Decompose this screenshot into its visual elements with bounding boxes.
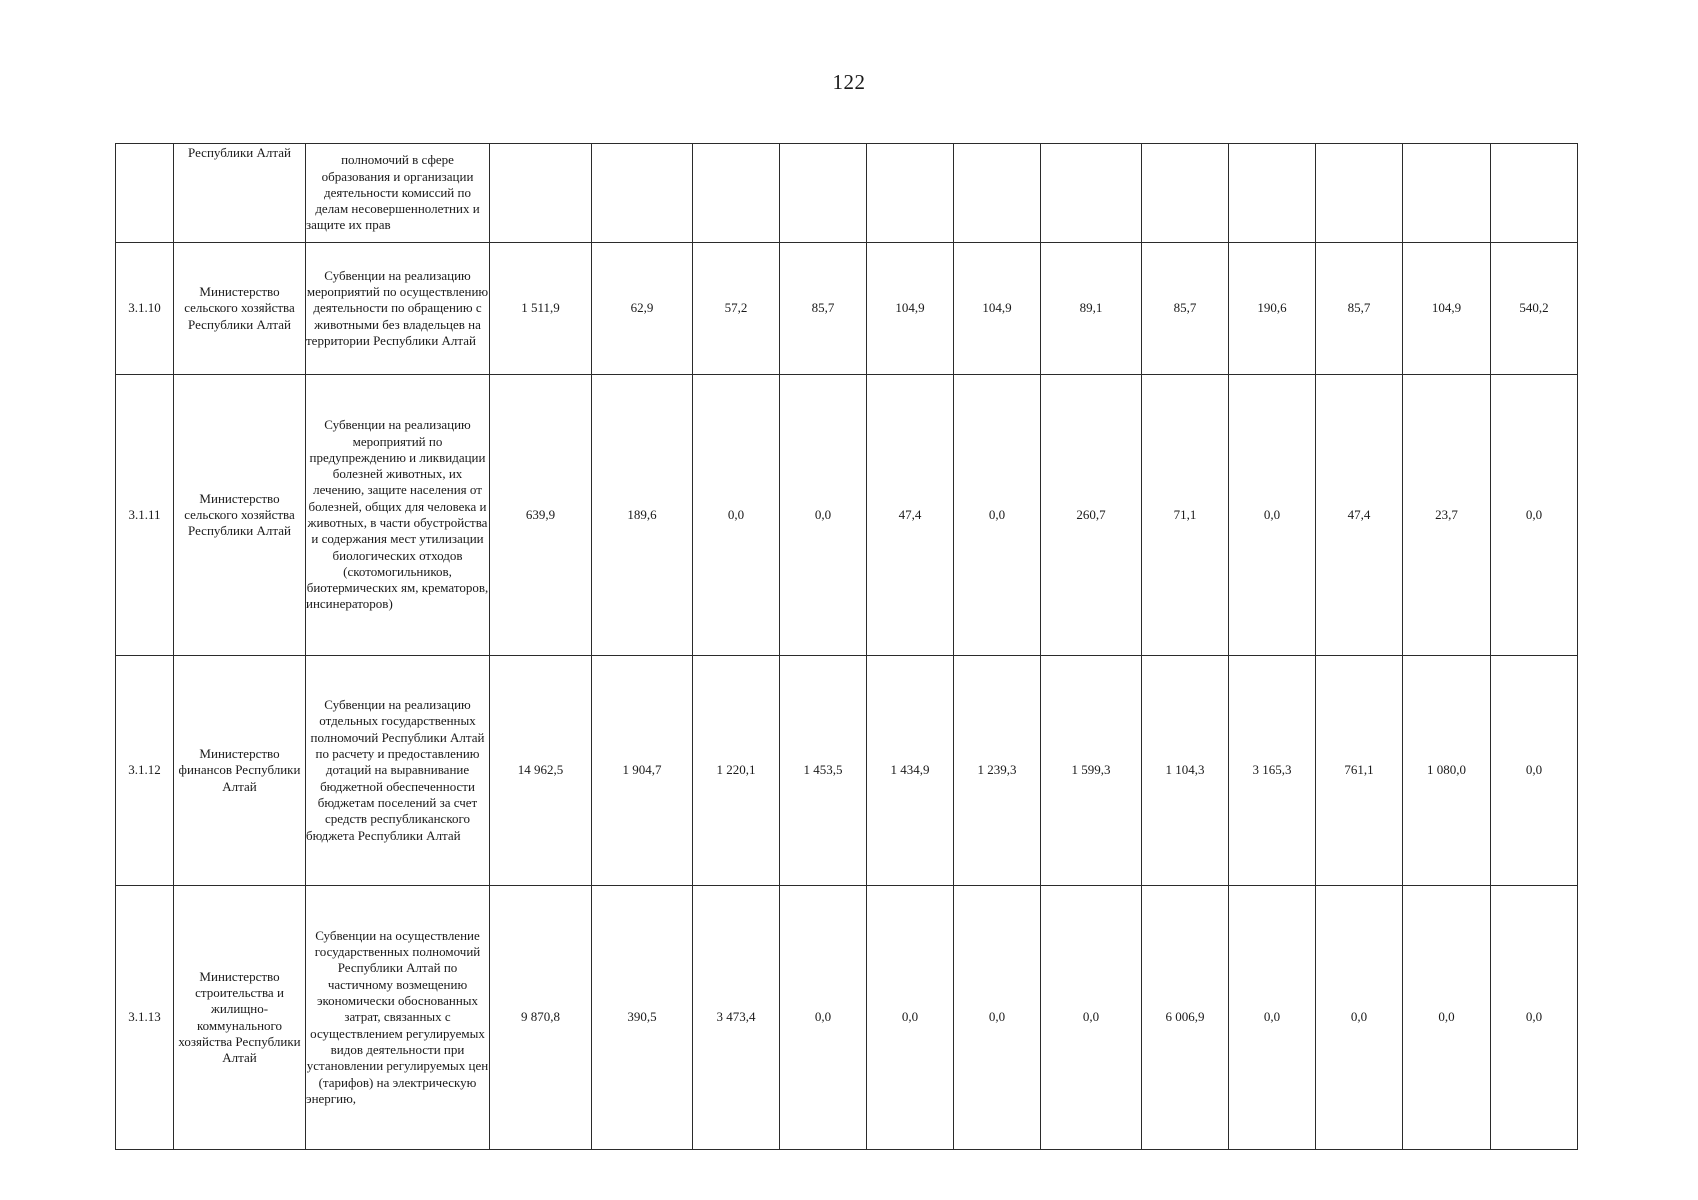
value-cell: 1 220,1: [693, 656, 780, 886]
value-cell: 190,6: [1229, 243, 1316, 375]
value-cell: 1 599,3: [1041, 656, 1142, 886]
organization-cell: Министерство сельского хозяйства Республики Алтай: [174, 243, 306, 375]
organization-cell: Министерство строительства и жилищно-коммунального хозяйства Республики Алтай: [174, 886, 306, 1150]
value-cell: 540,2: [1491, 243, 1578, 375]
value-cell: [780, 144, 867, 243]
organization-cell: Республики Алтай: [174, 144, 306, 243]
value-cell: 1 453,5: [780, 656, 867, 886]
value-cell: [1316, 144, 1403, 243]
value-cell: 23,7: [1403, 375, 1491, 656]
value-cell: 0,0: [867, 886, 954, 1150]
row-code-cell: 3.1.12: [116, 656, 174, 886]
table-row: [116, 144, 1578, 243]
value-cell: 0,0: [780, 375, 867, 656]
description-cell: Субвенции на реализацию мероприятий по предупреждению и ликвидации болезней животных, их лечению, защите населения от болезней, общих для человека и животных, в части обустройства и содержания мест утилизации биологических отходов (скотомогильников, биотермических ям, крематоров, инсинераторов): [306, 375, 490, 656]
value-cell: [1229, 144, 1316, 243]
value-cell: 104,9: [867, 243, 954, 375]
value-cell: 104,9: [1403, 243, 1491, 375]
value-cell: 71,1: [1142, 375, 1229, 656]
value-cell: [954, 144, 1041, 243]
value-cell: 3 473,4: [693, 886, 780, 1150]
value-cell: 14 962,5: [490, 656, 592, 886]
value-cell: 1 511,9: [490, 243, 592, 375]
value-cell: 9 870,8: [490, 886, 592, 1150]
value-cell: [1403, 144, 1491, 243]
description-cell: полномочий в сфере образования и организации деятельности комиссий по делам несовершеннолетних и защите их прав: [306, 144, 490, 243]
value-cell: 189,6: [592, 375, 693, 656]
value-cell: 47,4: [867, 375, 954, 656]
value-cell: [1142, 144, 1229, 243]
row-code-cell: [116, 144, 174, 243]
table-row: [116, 886, 1578, 1150]
value-cell: 85,7: [1142, 243, 1229, 375]
value-cell: 3 165,3: [1229, 656, 1316, 886]
table-row: [116, 375, 1578, 656]
value-cell: [867, 144, 954, 243]
value-cell: 104,9: [954, 243, 1041, 375]
value-cell: 0,0: [954, 375, 1041, 656]
value-cell: 1 080,0: [1403, 656, 1491, 886]
value-cell: 85,7: [780, 243, 867, 375]
value-cell: 761,1: [1316, 656, 1403, 886]
description-cell: Субвенции на осуществление государственных полномочий Республики Алтай по частичному возмещению экономически обоснованных затрат, связанных с осуществлением регулируемых видов деятельности при установлении регулируемых цен (тарифов) на электрическую энергию,: [306, 886, 490, 1150]
value-cell: [693, 144, 780, 243]
value-cell: [592, 144, 693, 243]
row-code-cell: 3.1.10: [116, 243, 174, 375]
description-cell: Субвенции на реализацию мероприятий по осуществлению деятельности по обращению с животными без владельцев на территории Республики Алтай: [306, 243, 490, 375]
row-code-cell: 3.1.11: [116, 375, 174, 656]
value-cell: 85,7: [1316, 243, 1403, 375]
value-cell: 6 006,9: [1142, 886, 1229, 1150]
value-cell: 1 434,9: [867, 656, 954, 886]
table-row: [116, 656, 1578, 886]
value-cell: 0,0: [1491, 886, 1578, 1150]
value-cell: 0,0: [693, 375, 780, 656]
value-cell: 0,0: [1229, 375, 1316, 656]
value-cell: [1041, 144, 1142, 243]
budget-table: [115, 143, 1578, 1150]
value-cell: [490, 144, 592, 243]
page-number: 122: [832, 70, 866, 94]
value-cell: 0,0: [1491, 375, 1578, 656]
value-cell: 639,9: [490, 375, 592, 656]
value-cell: 260,7: [1041, 375, 1142, 656]
value-cell: 390,5: [592, 886, 693, 1150]
value-cell: 0,0: [954, 886, 1041, 1150]
value-cell: 62,9: [592, 243, 693, 375]
value-cell: 0,0: [1316, 886, 1403, 1150]
value-cell: 57,2: [693, 243, 780, 375]
value-cell: [1491, 144, 1578, 243]
value-cell: 0,0: [780, 886, 867, 1150]
value-cell: 0,0: [1403, 886, 1491, 1150]
value-cell: 1 904,7: [592, 656, 693, 886]
value-cell: 0,0: [1229, 886, 1316, 1150]
value-cell: 89,1: [1041, 243, 1142, 375]
value-cell: 1 104,3: [1142, 656, 1229, 886]
table-row: [116, 243, 1578, 375]
value-cell: 1 239,3: [954, 656, 1041, 886]
value-cell: 0,0: [1041, 886, 1142, 1150]
value-cell: 47,4: [1316, 375, 1403, 656]
organization-cell: Министерство финансов Республики Алтай: [174, 656, 306, 886]
description-cell: Субвенции на реализацию отдельных государственных полномочий Республики Алтай по расчету и предоставлению дотаций на выравнивание бюджетной обеспеченности бюджетам поселений за счет средств республиканского бюджета Республики Алтай: [306, 656, 490, 886]
organization-cell: Министерство сельского хозяйства Республики Алтай: [174, 375, 306, 656]
row-code-cell: 3.1.13: [116, 886, 174, 1150]
value-cell: 0,0: [1491, 656, 1578, 886]
